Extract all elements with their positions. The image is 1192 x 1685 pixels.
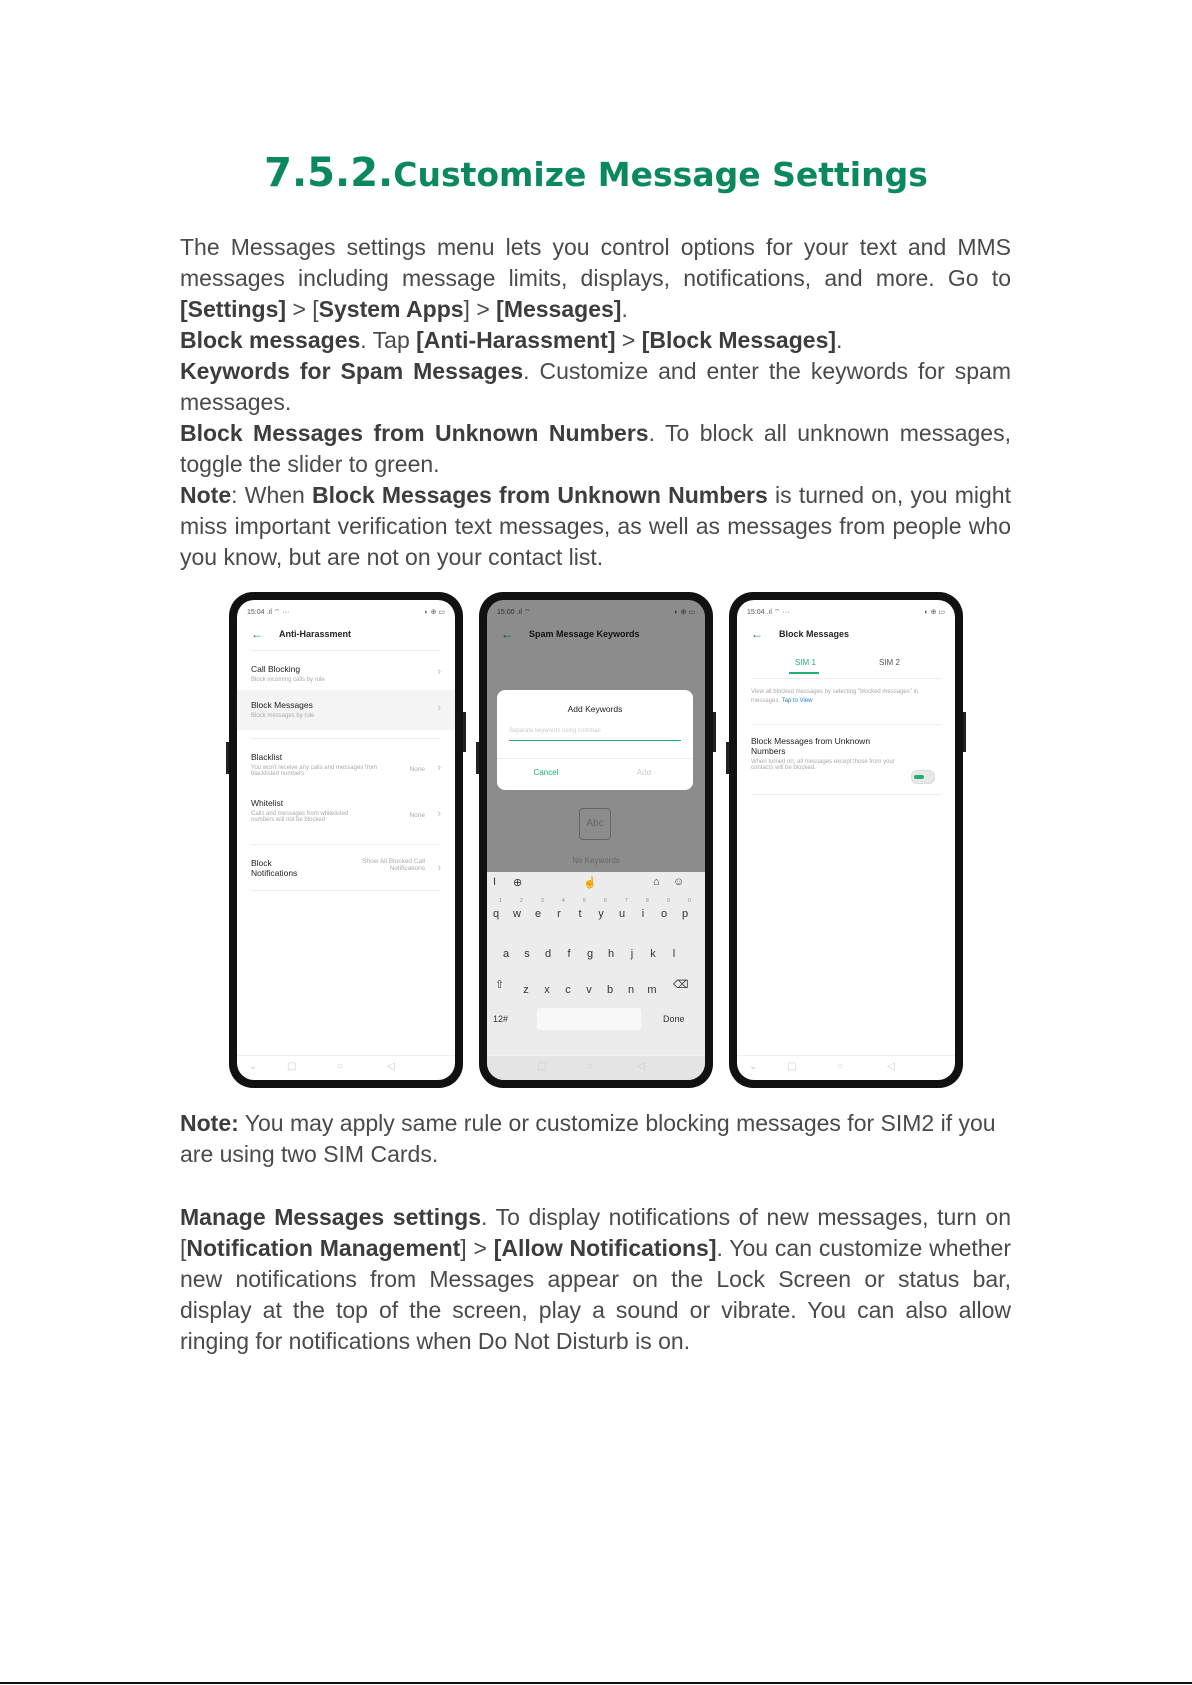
note-sim2-paragraph: Note: You may apply same rule or customize blocking messages for SIM2 if you are using two SIM Cards.	[180, 1110, 996, 1167]
key-u[interactable]: u	[618, 908, 626, 920]
key-q[interactable]: q	[492, 908, 500, 920]
key-d[interactable]: d	[544, 948, 552, 960]
backspace-icon[interactable]: ⌫	[673, 979, 689, 991]
note-sim2-section	[180, 1108, 1011, 1170]
key-number-hint: 7	[625, 898, 628, 904]
screen-title: Anti-Harassment	[279, 629, 352, 639]
section-heading	[0, 150, 1192, 196]
nav-home-icon[interactable]: ○	[587, 1061, 594, 1072]
manage-section	[180, 1202, 1011, 1357]
title-bar	[237, 624, 455, 646]
menu-item-block-messages[interactable]: Block Messages Block messages by rule ›	[251, 700, 441, 719]
key-x[interactable]: x	[544, 984, 550, 996]
nav-recents-icon[interactable]: ▢	[287, 1061, 297, 1072]
nav-down-icon[interactable]: ⌄	[249, 1061, 258, 1072]
intro-paragraph: The Messages settings menu lets you control options for your text and MMS messages including message limits, displays, notifications, and more. Go to [Settings] > [System Apps] > [Messages].	[180, 234, 1011, 322]
globe-icon[interactable]: ⊕	[513, 877, 523, 889]
tap-to-view-link[interactable]: Tap to View	[781, 698, 813, 704]
key-number-hint: 4	[562, 898, 565, 904]
add-button[interactable]: Add	[636, 768, 652, 777]
dialog-title: Add Keywords	[567, 704, 623, 714]
tab-sim1[interactable]: SIM 1	[795, 658, 816, 667]
key-e[interactable]: e	[534, 908, 542, 920]
unknown-numbers-toggle[interactable]	[911, 770, 935, 784]
status-bar: 15:00 .ıl ⌔ ◐ ⊕ ▭	[497, 609, 695, 616]
shift-icon[interactable]: ⇧	[495, 979, 505, 991]
keywords-input[interactable]: Separate keywords using commas	[509, 728, 681, 741]
key-l[interactable]: l	[672, 948, 676, 960]
section-title: Customize Message Settings	[393, 155, 928, 194]
unknown-paragraph: Block Messages from Unknown Numbers. To block all unknown messages, toggle the slider to green.	[180, 420, 1011, 477]
key-number-hint: 9	[667, 898, 670, 904]
keywords-paragraph: Keywords for Spam Messages. Customize and enter the keywords for spam messages.	[180, 358, 1012, 415]
nav-recents-icon[interactable]: ▢	[787, 1061, 797, 1072]
screen-title: Block Messages	[779, 629, 850, 639]
space-key[interactable]	[537, 1008, 641, 1030]
intro-section	[180, 232, 1011, 573]
key-c[interactable]: c	[565, 984, 571, 996]
phone-screen	[487, 600, 705, 1080]
key-o[interactable]: o	[660, 908, 668, 920]
keyboard	[487, 872, 705, 1056]
empty-keywords-text: No Keywords	[572, 856, 620, 865]
key-i[interactable]: i	[641, 908, 645, 920]
done-key[interactable]: Done	[663, 1014, 685, 1024]
theme-icon[interactable]: ⌂	[653, 876, 660, 888]
nav-down-icon[interactable]: ⌄	[749, 1061, 758, 1072]
nav-bar	[737, 1055, 955, 1080]
status-bar: 15:04 .ıl ⌔ ··· ◐ ⊕ ▭	[247, 609, 445, 616]
menu-item-call-blocking[interactable]: Call Blocking Block incoming calls by rule ›	[251, 664, 441, 683]
key-h[interactable]: h	[607, 948, 615, 960]
nav-home-icon[interactable]: ○	[837, 1061, 844, 1072]
add-keywords-dialog	[497, 690, 693, 790]
key-a[interactable]: a	[502, 948, 510, 960]
key-number-hint: 8	[646, 898, 649, 904]
manage-paragraph: Manage Messages settings. To display notifications of new messages, turn on [Notification Management] > [Allow Notifications]. You can customize whether new notifications from Messages appear on the Lock Screen or status bar, display at the top of the screen, play a sound or vibrate. You can also allow ringing for notifications when Do Not Disturb is on.	[180, 1204, 1011, 1354]
key-t[interactable]: t	[578, 908, 582, 920]
key-number-hint: 2	[520, 898, 523, 904]
blocked-info: View all blocked messages by selecting "blocked messages" in messages. Tap to View	[751, 689, 919, 704]
key-number-hint: 0	[688, 898, 691, 904]
chevron-right-icon: ›	[437, 862, 441, 874]
nav-recents-icon[interactable]: ▢	[537, 1061, 547, 1072]
phone-screen	[737, 600, 955, 1080]
cancel-button[interactable]: Cancel	[533, 768, 559, 777]
phone-anti-harassment	[229, 592, 463, 1088]
nav-bar	[237, 1055, 455, 1080]
tab-sim2[interactable]: SIM 2	[879, 658, 900, 667]
setting-unknown-numbers: Block Messages from Unknown Numbers When turned on, all messages except those from your contacts will be blocked.	[751, 736, 895, 771]
nav-back-icon[interactable]: ◁	[887, 1061, 895, 1072]
emoji-icon[interactable]: ☺	[673, 876, 685, 888]
phone-screenshots	[229, 592, 963, 1090]
back-arrow-icon[interactable]: ←	[751, 627, 763, 641]
nav-home-icon[interactable]: ○	[337, 1061, 344, 1072]
menu-item-block-notifications[interactable]: Block Notifications Show All Blocked Call Notifications ›	[251, 858, 441, 878]
title-bar	[737, 624, 955, 646]
cursor-icon[interactable]: I	[493, 876, 497, 888]
section-number: 7.5.2.	[264, 150, 394, 196]
key-m[interactable]: m	[647, 984, 657, 996]
back-arrow-icon[interactable]: ←	[501, 627, 513, 641]
key-number-hint: 1	[499, 898, 502, 904]
key-p[interactable]: p	[681, 908, 689, 920]
empty-keywords-icon: Abc	[579, 808, 611, 840]
back-arrow-icon[interactable]: ←	[251, 627, 263, 641]
phone-screen	[237, 600, 455, 1080]
sim-tabs	[737, 658, 955, 676]
mode-key[interactable]: 12#	[493, 1014, 509, 1024]
key-number-hint: 3	[541, 898, 544, 904]
key-g[interactable]: g	[586, 948, 594, 960]
key-v[interactable]: v	[586, 984, 592, 996]
key-number-hint: 6	[604, 898, 607, 904]
nav-back-icon[interactable]: ◁	[387, 1061, 395, 1072]
page-footer-line	[0, 1682, 1192, 1684]
key-y[interactable]: y	[598, 908, 604, 920]
key-w[interactable]: w	[513, 908, 521, 920]
key-k[interactable]: k	[650, 948, 656, 960]
key-z[interactable]: z	[523, 984, 529, 996]
chevron-right-icon: ›	[437, 666, 441, 678]
key-s[interactable]: s	[524, 948, 530, 960]
menu-item-whitelist[interactable]: Whitelist Calls and messages from whitelisted numbers will not be blocked None ›	[251, 798, 441, 823]
block-paragraph: Block messages. Tap [Anti-Harassment] > [Block Messages].	[180, 327, 843, 353]
status-bar: 15:04 .ıl ⌔ ··· ◐ ⊕ ▭	[747, 609, 945, 616]
key-b[interactable]: b	[606, 984, 614, 996]
key-r[interactable]: r	[557, 908, 561, 920]
note-paragraph: Note: When Block Messages from Unknown Numbers is turned on, you might miss important verification text messages, as well as messages from people who you know, but are not on your contact list.	[180, 482, 1011, 570]
nav-back-icon[interactable]: ◁	[637, 1061, 645, 1072]
key-n[interactable]: n	[627, 984, 635, 996]
phone-spam-keywords	[479, 592, 713, 1088]
chevron-right-icon: ›	[437, 808, 441, 820]
key-j[interactable]: j	[630, 948, 634, 960]
screen-title: Spam Message Keywords	[529, 629, 640, 639]
gesture-icon[interactable]: ☝	[583, 877, 597, 889]
key-f[interactable]: f	[567, 948, 571, 960]
chevron-right-icon: ›	[437, 702, 441, 714]
key-number-hint: 5	[583, 898, 586, 904]
nav-bar	[487, 1055, 705, 1080]
phone-block-messages	[729, 592, 963, 1088]
menu-item-blacklist[interactable]: Blacklist You won't receive any calls and messages from blacklisted numbers None ›	[251, 752, 441, 777]
chevron-right-icon: ›	[437, 762, 441, 774]
